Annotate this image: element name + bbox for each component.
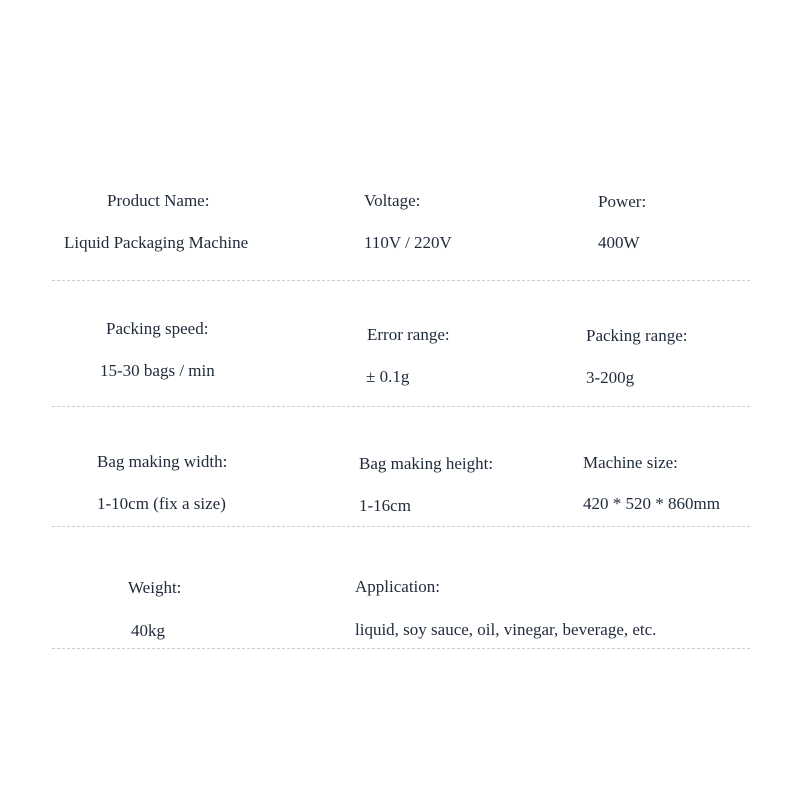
- packing-range-value: 3-200g: [586, 368, 635, 387]
- packing-speed-value: 15-30 bags / min: [100, 361, 215, 380]
- machine-size-label: Machine size:: [583, 453, 678, 472]
- error-range-value: ± 0.1g: [366, 367, 410, 386]
- row-divider: [52, 406, 750, 407]
- power-value: 400W: [598, 233, 640, 252]
- packing-range-label: Packing range:: [586, 326, 688, 345]
- power-label: Power:: [598, 192, 647, 211]
- voltage-label: Voltage:: [364, 191, 421, 210]
- row-divider: [52, 526, 750, 527]
- voltage-value: 110V / 220V: [364, 233, 452, 252]
- row-divider: [52, 280, 750, 281]
- error-range-label: Error range:: [367, 325, 450, 344]
- weight-label: Weight:: [128, 578, 182, 597]
- row-divider: [52, 648, 750, 649]
- bag-making-height-value: 1-16cm: [359, 496, 411, 515]
- machine-size-value: 420 * 520 * 860mm: [583, 494, 720, 513]
- product-name-value: Liquid Packaging Machine: [64, 233, 249, 252]
- weight-value: 40kg: [131, 621, 165, 640]
- application-value: liquid, soy sauce, oil, vinegar, beverage, etc.: [355, 620, 657, 639]
- bag-making-height-label: Bag making height:: [359, 454, 494, 473]
- bag-making-width-value: 1-10cm (fix a size): [97, 494, 226, 513]
- application-label: Application:: [355, 577, 440, 596]
- product-name-label: Product Name:: [107, 191, 210, 210]
- packing-speed-label: Packing speed:: [106, 319, 209, 338]
- bag-making-width-label: Bag making width:: [97, 452, 228, 471]
